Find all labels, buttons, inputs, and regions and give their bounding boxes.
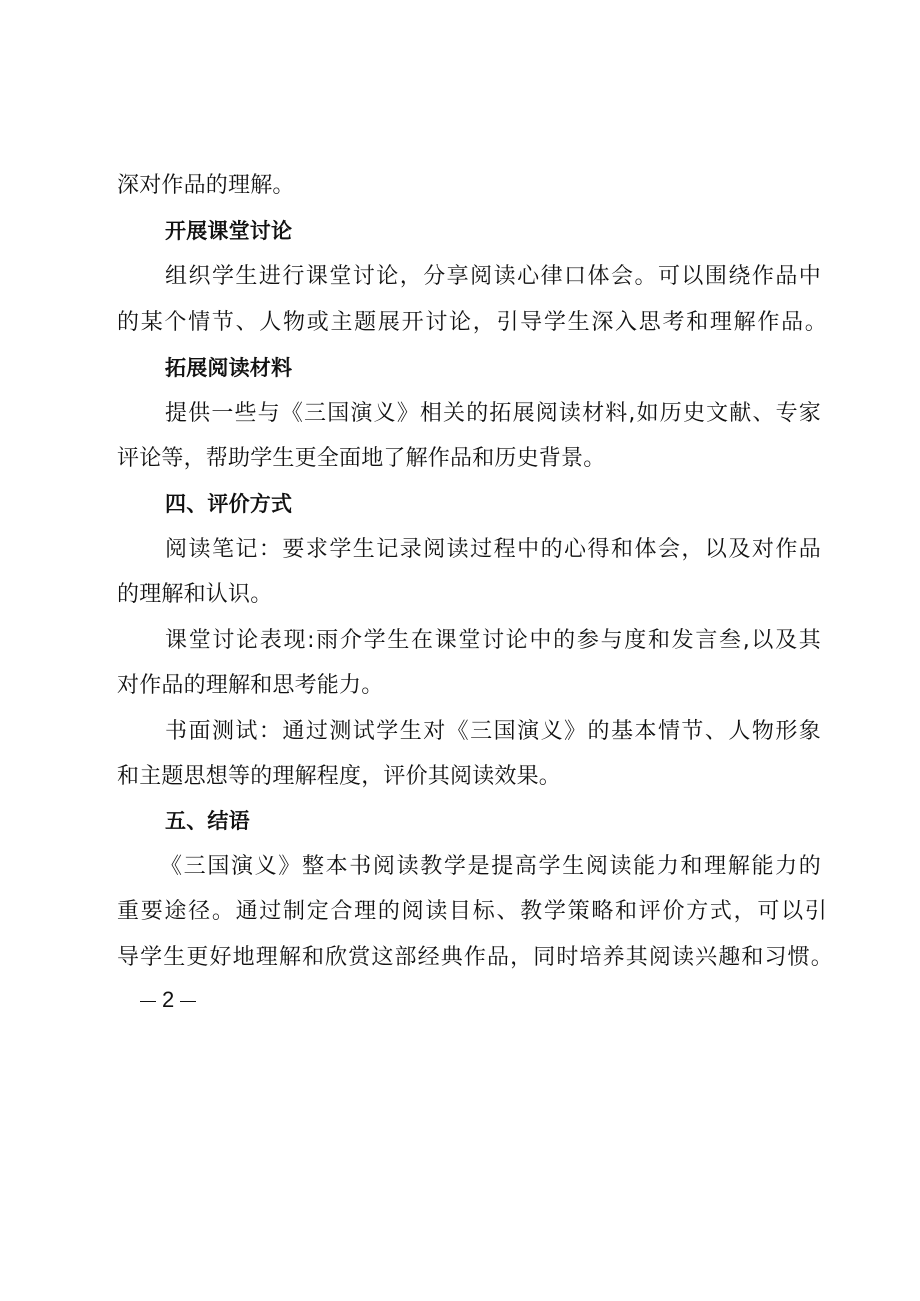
- footer-dash-right: [180, 1001, 196, 1002]
- paragraph-line: 深对作品的理解。: [117, 173, 295, 198]
- page-footer: [140, 985, 196, 1015]
- paragraph-line: 《三国演义》整本书阅读教学是提高学生阅读能力和理解能力的: [160, 854, 821, 879]
- section-heading: 四、评价方式: [165, 492, 293, 516]
- paragraph-line: 书面测试：通过测试学生对《三国演义》的基本情节、人物形象: [165, 719, 821, 744]
- paragraph-line: 阅读笔记：要求学生记录阅读过程中的心得和体会，以及对作品: [165, 537, 821, 562]
- page-number: 2: [162, 987, 175, 1012]
- section-heading: 五、结语: [165, 809, 250, 833]
- paragraph-line: 提供一些与《三国演义》相关的拓展阅读材料,如历史文献、专家: [165, 401, 821, 426]
- paragraph-line: 对作品的理解和思考能力。: [117, 673, 384, 698]
- paragraph-line: 的理解和认识。: [117, 582, 273, 607]
- footer-dash-left: [140, 1001, 156, 1002]
- paragraph-line: 评论等，帮助学生更全面地了解作品和历史背景。: [117, 446, 606, 471]
- section-heading: 拓展阅读材料: [165, 356, 293, 380]
- paragraph-line: 课堂讨论表现:雨介学生在课堂讨论中的参与度和发言叁,以及其: [165, 628, 821, 653]
- paragraph-line: 的某个情节、人物或主题展开讨论，引导学生深入思考和理解作品。: [117, 310, 827, 335]
- paragraph-line: 和主题思想等的理解程度，评价其阅读效果。: [117, 764, 562, 789]
- paragraph-line: 组织学生进行课堂讨论，分享阅读心律口体会。可以围绕作品中: [165, 264, 821, 289]
- paragraph-line: 重要途径。通过制定合理的阅读目标、教学策略和评价方式，可以引: [117, 899, 827, 924]
- paragraph-line: 导学生更好地理解和欣赏这部经典作品，同时培养其阅读兴趣和习惯。: [117, 945, 833, 970]
- section-heading: 开展课堂讨论: [165, 219, 293, 243]
